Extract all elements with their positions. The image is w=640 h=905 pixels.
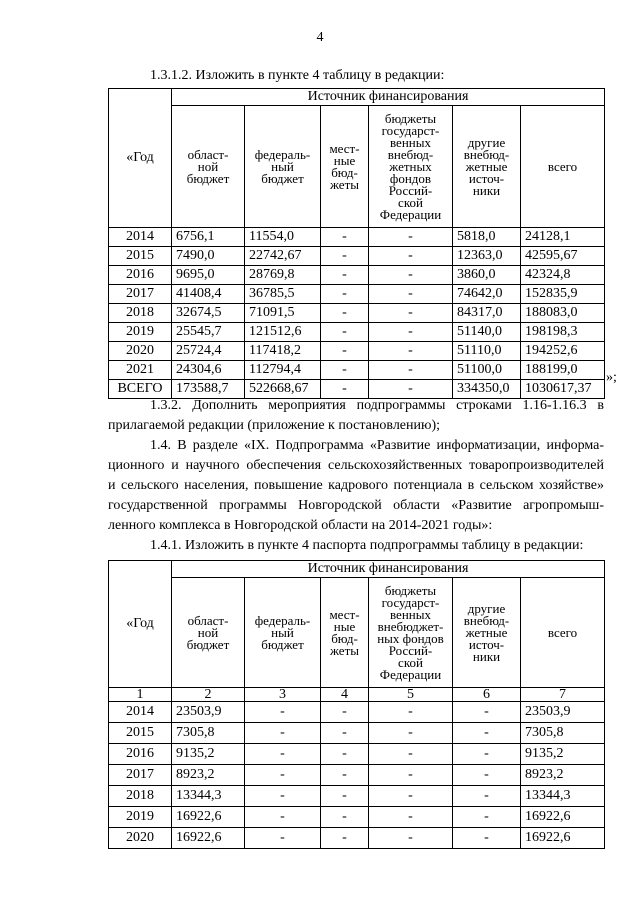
value-cell: - <box>321 247 369 266</box>
value-cell: - <box>369 702 453 723</box>
financing-table-2 <box>108 560 605 849</box>
year-cell: 2017 <box>109 765 172 786</box>
column-header-line: жетные <box>465 158 508 174</box>
table-row <box>109 304 605 323</box>
value-cell: - <box>453 765 521 786</box>
column-header-line: внебюд- <box>387 146 434 162</box>
column-header-line: федераль- <box>254 612 311 628</box>
value-cell: - <box>369 723 453 744</box>
paragraph-1-3-2-line2: прилагаемой редакции (приложение к постановлению); <box>108 418 441 433</box>
column-header-line: ных фондов <box>377 630 444 646</box>
value-cell: - <box>453 744 521 765</box>
paragraph-1-3-1-2: 1.3.1.2. Изложить в пункте 4 таблицу в редакции: <box>150 68 445 83</box>
year-cell: 2019 <box>109 807 172 828</box>
value-cell: - <box>369 285 453 304</box>
column-number: 6 <box>453 688 521 702</box>
value-cell: - <box>245 786 321 807</box>
column-header-line: жетных <box>389 158 432 174</box>
value-cell: 51110,0 <box>453 342 521 361</box>
value-cell: - <box>369 361 453 380</box>
year-cell: 2017 <box>109 285 172 304</box>
value-cell: 1030617,37 <box>521 380 605 399</box>
column-header-line: ной <box>197 158 219 174</box>
column-header-line: Федерации <box>379 206 442 222</box>
column-number: 3 <box>245 688 321 702</box>
value-cell: 42324,8 <box>521 266 605 285</box>
value-cell: - <box>321 786 369 807</box>
column-header-line: бюджет <box>261 636 304 652</box>
year-cell: 2021 <box>109 361 172 380</box>
paragraph-1-4-line4: государственной программы Новгородской области «Развитие агропромыш- <box>108 498 604 513</box>
column-header-line: област- <box>187 146 229 162</box>
column-header-line: венных <box>390 134 431 150</box>
column-header <box>172 106 245 228</box>
table-row <box>109 828 605 849</box>
value-cell: - <box>245 723 321 744</box>
column-header-line: ники <box>472 182 501 198</box>
column-header-line: другие <box>467 134 506 150</box>
column-header-line: источ- <box>468 170 505 186</box>
column-header-line: ные <box>333 152 356 168</box>
year-header: «Год <box>109 561 172 688</box>
value-cell: - <box>321 744 369 765</box>
value-cell: 84317,0 <box>453 304 521 323</box>
table-row <box>109 744 605 765</box>
value-cell: 173588,7 <box>172 380 245 399</box>
year-cell: 2015 <box>109 247 172 266</box>
value-cell: - <box>321 228 369 247</box>
table-row <box>109 786 605 807</box>
value-cell: 16922,6 <box>172 828 245 849</box>
value-cell: - <box>369 807 453 828</box>
value-cell: 8923,2 <box>172 765 245 786</box>
column-header-line: бюд- <box>331 164 358 180</box>
column-number: 5 <box>369 688 453 702</box>
value-cell: - <box>369 228 453 247</box>
value-cell: 334350,0 <box>453 380 521 399</box>
value-cell: 9135,2 <box>521 744 605 765</box>
paragraph-1-4-line3: и сельского населения, повышение кадрового потенциала в сельском хозяйстве» <box>108 478 604 493</box>
source-header: Источник финансирования <box>172 561 605 578</box>
year-cell: 2015 <box>109 723 172 744</box>
value-cell: - <box>369 247 453 266</box>
value-cell: - <box>245 807 321 828</box>
column-header-line: мест- <box>329 606 360 622</box>
table-row <box>109 323 605 342</box>
value-cell: - <box>245 744 321 765</box>
column-header-line: Федерации <box>379 666 442 682</box>
value-cell: 3860,0 <box>453 266 521 285</box>
year-cell: 2014 <box>109 702 172 723</box>
value-cell: - <box>321 304 369 323</box>
source-header: Источник финансирования <box>172 89 605 106</box>
column-header <box>521 578 605 688</box>
value-cell: 13344,3 <box>521 786 605 807</box>
value-cell: - <box>369 304 453 323</box>
column-header-line: бюджет <box>186 636 230 652</box>
value-cell: 25545,7 <box>172 323 245 342</box>
year-cell: 2018 <box>109 786 172 807</box>
value-cell: - <box>453 828 521 849</box>
value-cell: 152835,9 <box>521 285 605 304</box>
column-header-line: мест- <box>329 140 360 156</box>
value-cell: 24304,6 <box>172 361 245 380</box>
year-cell: ВСЕГО <box>109 380 172 399</box>
value-cell: - <box>321 323 369 342</box>
paragraph-1-4-1: 1.4.1. Изложить в пункте 4 паспорта подпрограммы таблицу в редакции: <box>150 538 584 553</box>
value-cell: 71091,5 <box>245 304 321 323</box>
table-row <box>109 228 605 247</box>
column-header-line: всего <box>547 624 578 640</box>
value-cell: 36785,5 <box>245 285 321 304</box>
column-header-line: внебюджет- <box>377 618 444 634</box>
value-cell: - <box>369 266 453 285</box>
value-cell: 16922,6 <box>521 828 605 849</box>
column-header-line: внебюд- <box>463 612 510 628</box>
column-header-line: Россий- <box>388 182 433 198</box>
table-row <box>109 807 605 828</box>
value-cell: 23503,9 <box>172 702 245 723</box>
table-row <box>109 342 605 361</box>
value-cell: 13344,3 <box>172 786 245 807</box>
value-cell: - <box>369 786 453 807</box>
year-header: «Год <box>109 89 172 228</box>
table-row <box>109 723 605 744</box>
column-header-line: ской <box>398 194 423 210</box>
value-cell: - <box>321 285 369 304</box>
value-cell: 12363,0 <box>453 247 521 266</box>
value-cell: 117418,2 <box>245 342 321 361</box>
value-cell: - <box>321 266 369 285</box>
value-cell: 6756,1 <box>172 228 245 247</box>
value-cell: - <box>369 342 453 361</box>
value-cell: - <box>321 380 369 399</box>
column-header <box>369 578 453 688</box>
paragraph-1-4-line5: ленного комплекса в Новгородской области на 2014-2021 годы»: <box>108 518 493 533</box>
value-cell: 23503,9 <box>521 702 605 723</box>
value-cell: 11554,0 <box>245 228 321 247</box>
column-header-line: бюджет <box>186 170 230 186</box>
value-cell: - <box>321 702 369 723</box>
value-cell: 7305,8 <box>521 723 605 744</box>
value-cell: - <box>453 786 521 807</box>
value-cell: - <box>453 702 521 723</box>
value-cell: 51100,0 <box>453 361 521 380</box>
table-row <box>109 361 605 380</box>
page-number: 4 <box>316 30 324 45</box>
paragraph-1-3-2-line1: 1.3.2. Дополнить мероприятия подпрограммы строками 1.16-1.16.3 в <box>150 398 604 413</box>
value-cell: - <box>321 807 369 828</box>
table-row <box>109 266 605 285</box>
value-cell: - <box>369 380 453 399</box>
table-closing-quote: »; <box>606 370 617 385</box>
value-cell: 5818,0 <box>453 228 521 247</box>
value-cell: 24128,1 <box>521 228 605 247</box>
column-header <box>369 106 453 228</box>
value-cell: 188083,0 <box>521 304 605 323</box>
column-header-line: фондов <box>389 170 432 186</box>
column-header <box>453 106 521 228</box>
year-cell: 2016 <box>109 744 172 765</box>
value-cell: 16922,6 <box>172 807 245 828</box>
value-cell: 32674,5 <box>172 304 245 323</box>
column-header <box>245 106 321 228</box>
column-header <box>521 106 605 228</box>
value-cell: 25724,4 <box>172 342 245 361</box>
value-cell: 194252,6 <box>521 342 605 361</box>
value-cell: - <box>321 828 369 849</box>
year-cell: 2016 <box>109 266 172 285</box>
value-cell: - <box>321 765 369 786</box>
column-header <box>172 578 245 688</box>
column-header-line: ной <box>197 624 219 640</box>
column-header-line: ный <box>271 158 294 174</box>
value-cell: 22742,67 <box>245 247 321 266</box>
column-header-line: бюджеты <box>384 582 437 598</box>
column-header-line: жеты <box>330 642 359 658</box>
column-header-line: ской <box>398 654 423 670</box>
table-row <box>109 285 605 304</box>
column-header-line: государст- <box>381 122 440 138</box>
value-cell: 51140,0 <box>453 323 521 342</box>
value-cell: 74642,0 <box>453 285 521 304</box>
value-cell: 198198,3 <box>521 323 605 342</box>
column-header <box>321 578 369 688</box>
column-number: 2 <box>172 688 245 702</box>
table-row <box>109 765 605 786</box>
column-header-line: ные <box>333 618 356 634</box>
value-cell: 16922,6 <box>521 807 605 828</box>
column-number: 7 <box>521 688 605 702</box>
year-cell: 2019 <box>109 323 172 342</box>
value-cell: - <box>245 702 321 723</box>
year-cell: 2014 <box>109 228 172 247</box>
column-header-line: федераль- <box>254 146 311 162</box>
year-cell: 2020 <box>109 342 172 361</box>
value-cell: - <box>245 828 321 849</box>
value-cell: - <box>453 723 521 744</box>
value-cell: - <box>369 744 453 765</box>
column-header-line: венных <box>390 606 431 622</box>
paragraph-1-4-line2: ционного и научного обеспечения сельскохозяйственных товаропроизводителей <box>108 458 604 473</box>
column-header-line: ный <box>271 624 294 640</box>
year-cell: 2018 <box>109 304 172 323</box>
value-cell: 42595,67 <box>521 247 605 266</box>
value-cell: 9135,2 <box>172 744 245 765</box>
value-cell: 7305,8 <box>172 723 245 744</box>
value-cell: 28769,8 <box>245 266 321 285</box>
value-cell: 121512,6 <box>245 323 321 342</box>
value-cell: - <box>369 765 453 786</box>
table-row <box>109 702 605 723</box>
column-header <box>321 106 369 228</box>
column-header-line: жеты <box>330 176 359 192</box>
table-row <box>109 247 605 266</box>
column-number: 4 <box>321 688 369 702</box>
column-header <box>245 578 321 688</box>
column-header-line: област- <box>187 612 229 628</box>
value-cell: - <box>321 342 369 361</box>
column-header-line: источ- <box>468 636 505 652</box>
column-header-line: бюд- <box>331 630 358 646</box>
value-cell: 41408,4 <box>172 285 245 304</box>
column-header-line: Россий- <box>388 642 433 658</box>
value-cell: 7490,0 <box>172 247 245 266</box>
column-header-line: всего <box>547 158 578 174</box>
column-header-line: бюджеты <box>384 110 437 126</box>
column-header-line: государст- <box>381 594 440 610</box>
column-header-line: ники <box>472 648 501 664</box>
value-cell: 188199,0 <box>521 361 605 380</box>
column-number: 1 <box>109 688 172 702</box>
value-cell: 522668,67 <box>245 380 321 399</box>
value-cell: 9695,0 <box>172 266 245 285</box>
financing-table-1 <box>108 88 605 399</box>
column-header-line: другие <box>467 600 506 616</box>
column-header <box>453 578 521 688</box>
value-cell: - <box>369 323 453 342</box>
column-header-line: жетные <box>465 624 508 640</box>
paragraph-1-4-line1: 1.4. В разделе «IX. Подпрограмма «Развитие информатизации, информа- <box>150 438 604 453</box>
value-cell: - <box>369 828 453 849</box>
value-cell: - <box>245 765 321 786</box>
year-cell: 2020 <box>109 828 172 849</box>
column-header-line: бюджет <box>261 170 304 186</box>
value-cell: - <box>321 361 369 380</box>
value-cell: - <box>321 723 369 744</box>
column-header-line: внебюд- <box>463 146 510 162</box>
value-cell: - <box>453 807 521 828</box>
value-cell: 112794,4 <box>245 361 321 380</box>
value-cell: 8923,2 <box>521 765 605 786</box>
